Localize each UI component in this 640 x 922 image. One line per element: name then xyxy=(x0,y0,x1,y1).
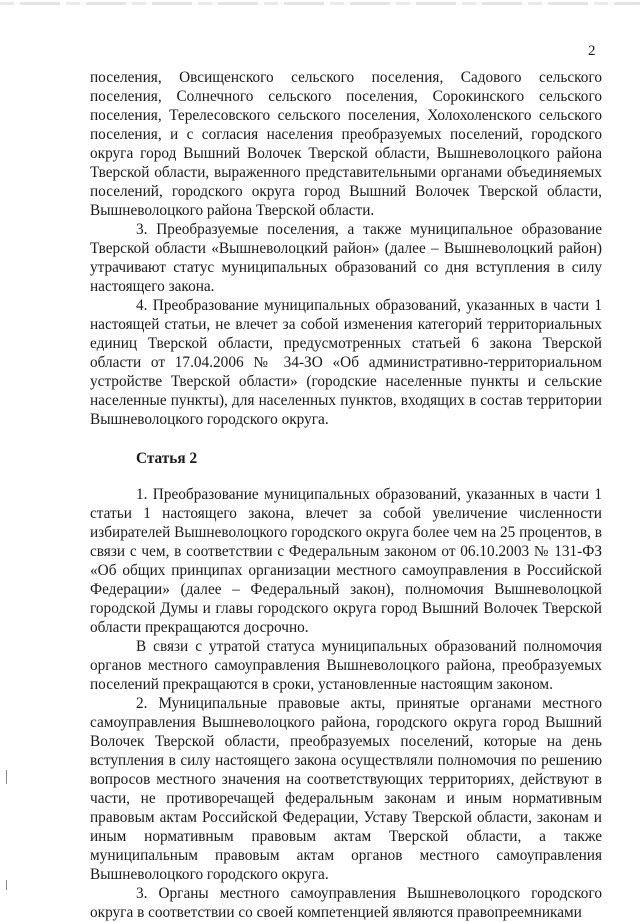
paragraph-part-4: 4. Преобразование муниципальных образований, указанных в части 1 настоящей статьи, не влечет за собой изменения категорий территориальных единиц Тверской области, предусмотренных статьей 6 закона Тверской области от 17.04.2006 № 34-ЗО «Об административно-территориальном устройстве Тверской области» (городские населенные пункты и сельские населенные пункты), для населенных пунктов, входящих в состав территории Вышневолоцкого городского округа. xyxy=(90,297,602,428)
scan-edge-mark xyxy=(6,880,7,890)
paragraph-article2-status-loss: В связи с утратой статуса муниципальных образований полномочия органов местного самоуправления Вышневолоцкого района, преобразуемых поселений прекращаются в сроки, установленные настоящим законом. xyxy=(90,638,602,693)
scan-artifact-top xyxy=(0,2,640,5)
page-number: 2 xyxy=(588,43,596,59)
paragraph-continuation: поселения, Овсищенского сельского поселения, Садового сельского поселения, Солнечного сельского поселения, Сорокинского сельского поселения, Терелесовского сельского поселения, Холохоленского сельского поселения, и с согласия населения преобразуемых поселений, городского округа город Вышний Волочек Тверской области, Вышневолоцкого района Тверской области, выраженного представительными органами объединяемых поселений, городского округа город Вышний Волочек Тверской области, Вышневолоцкого района Тверской области. xyxy=(90,69,602,219)
paragraph-article2-part-2: 2. Муниципальные правовые акты, принятые органами местного самоуправления Вышневолоцкого района, городского округа город Вышний Волочек Тверской области, преобразуемых поселений, которые на день вступления в силу настоящего закона осуществляли полномочия по решению вопросов местного значения на соответствующих территориях, действуют в части, не противоречащей федеральным законам и иным нормативным правовым актам Российской Федерации, Уставу Тверской области, законам и иным нормативным правовым актам Тверской области, а также муниципальным правовым актам органов местного самоуправления Вышневолоцкого городского округа. xyxy=(90,695,602,883)
document-body xyxy=(90,68,602,922)
scan-edge-mark xyxy=(6,770,7,784)
paragraph-article2-part-1: 1. Преобразование муниципальных образований, указанных в части 1 статьи 1 настоящего закона, влечет за собой увеличение численности избирателей Вышневолоцкого городского округа более чем на 25 процентов, в связи с чем, в соответствии с Федеральным законом от 06.10.2003 № 131-ФЗ «Об общих принципах организации местного самоуправления в Российской Федерации» (далее – Федеральный закон), полномочия Вышневолоцкой городской Думы и главы городского округа город Вышний Волочек Тверской области прекращаются досрочно. xyxy=(90,486,602,636)
paragraph-part-3: 3. Преобразуемые поселения, а также муниципальное образование Тверской области «Вышневолоцкий район» (далее – Вышневолоцкий район) утрачивают статус муниципальных образований со дня вступления в силу настоящего закона. xyxy=(90,221,602,295)
article-heading: Статья 2 xyxy=(136,450,198,467)
paragraph-article2-part-3: 3. Органы местного самоуправления Вышневолоцкого городского округа в соответствии со своей компетенцией являются правопреемниками xyxy=(90,885,602,921)
